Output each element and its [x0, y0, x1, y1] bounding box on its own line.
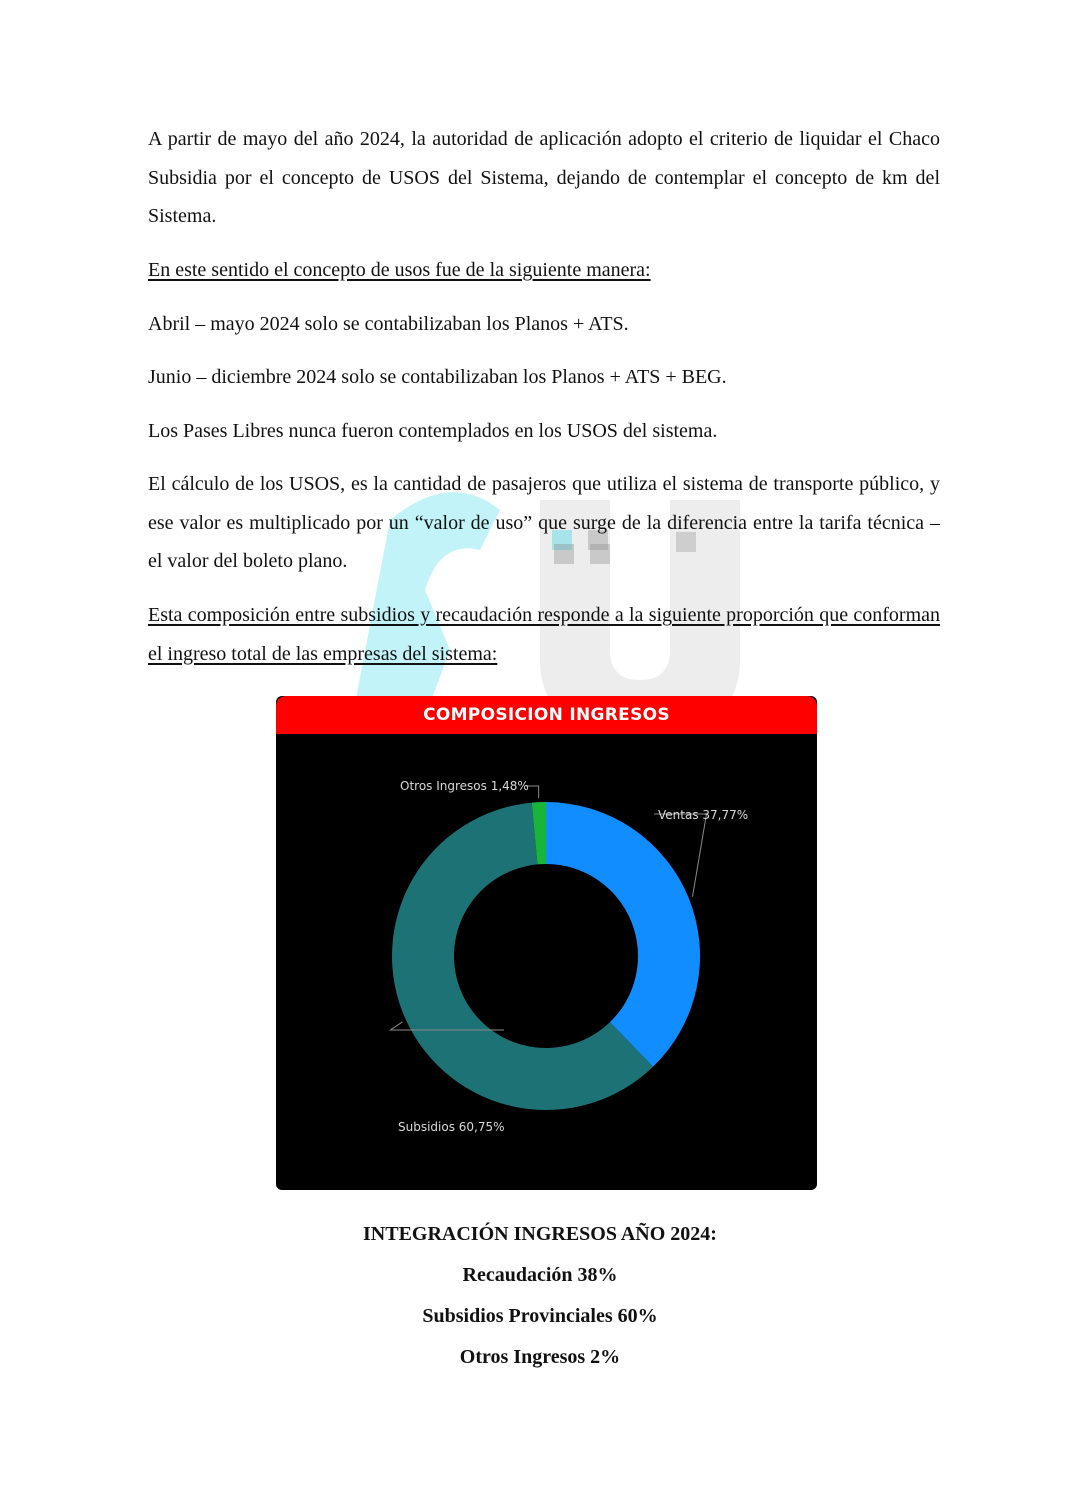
paragraph-text: Esta composición entre subsidios y recaudación responde a la siguiente proporción que conforman el ingreso total de las empresas del sistema: — [148, 604, 940, 665]
donut-chart — [276, 696, 817, 1190]
paragraph-pases-libres — [148, 412, 717, 451]
paragraph-text: El cálculo de los USOS, es la cantidad de pasajeros que utiliza el sistema de transporte público, y ese valor es multiplicado por un “valor de uso” que surge de la diferencia entre la tarifa técnica – el valor del boleto plano. — [148, 473, 940, 572]
paragraph-composicion — [148, 596, 940, 673]
summary-block — [0, 1214, 1080, 1378]
paragraph-junio-diciembre — [148, 358, 727, 397]
paragraph-text: En este sentido el concepto de usos fue de la siguiente manera: — [148, 259, 651, 281]
donut-slice — [546, 802, 700, 1067]
summary-subsidios: Subsidios Provinciales 60% — [422, 1305, 658, 1327]
paragraph-text: Los Pases Libres nunca fueron contemplados en los USOS del sistema. — [148, 420, 718, 442]
summary-otros: Otros Ingresos 2% — [459, 1346, 621, 1368]
label-otros: Otros Ingresos 1,48% — [400, 779, 529, 793]
paragraph-usos-criteria — [148, 120, 940, 236]
summary-recaudacion: Recaudación 38% — [462, 1264, 618, 1286]
chart-title: COMPOSICION INGRESOS — [423, 705, 670, 725]
paragraph-usos-intro — [148, 251, 651, 290]
paragraph-abril-mayo — [148, 305, 629, 344]
income-composition-chart — [276, 696, 817, 1190]
summary-heading: INTEGRACIÓN INGRESOS AÑO 2024: — [363, 1223, 717, 1245]
paragraph-text: Abril – mayo 2024 solo se contabilizaban los Planos + ATS. — [148, 313, 629, 335]
label-ventas: Ventas 37,77% — [658, 808, 749, 822]
label-subsidios: Subsidios 60,75% — [398, 1120, 505, 1134]
paragraph-text: Junio – diciembre 2024 solo se contabilizaban los Planos + ATS + BEG. — [148, 366, 727, 388]
paragraph-text: A partir de mayo del año 2024, la autoridad de aplicación adopto el criterio de liquidar el Chaco Subsidia por el concepto de USOS del Sistema, dejando de contemplar el concepto de km del Sistema. — [148, 128, 940, 227]
paragraph-calculo-usos — [148, 465, 940, 581]
